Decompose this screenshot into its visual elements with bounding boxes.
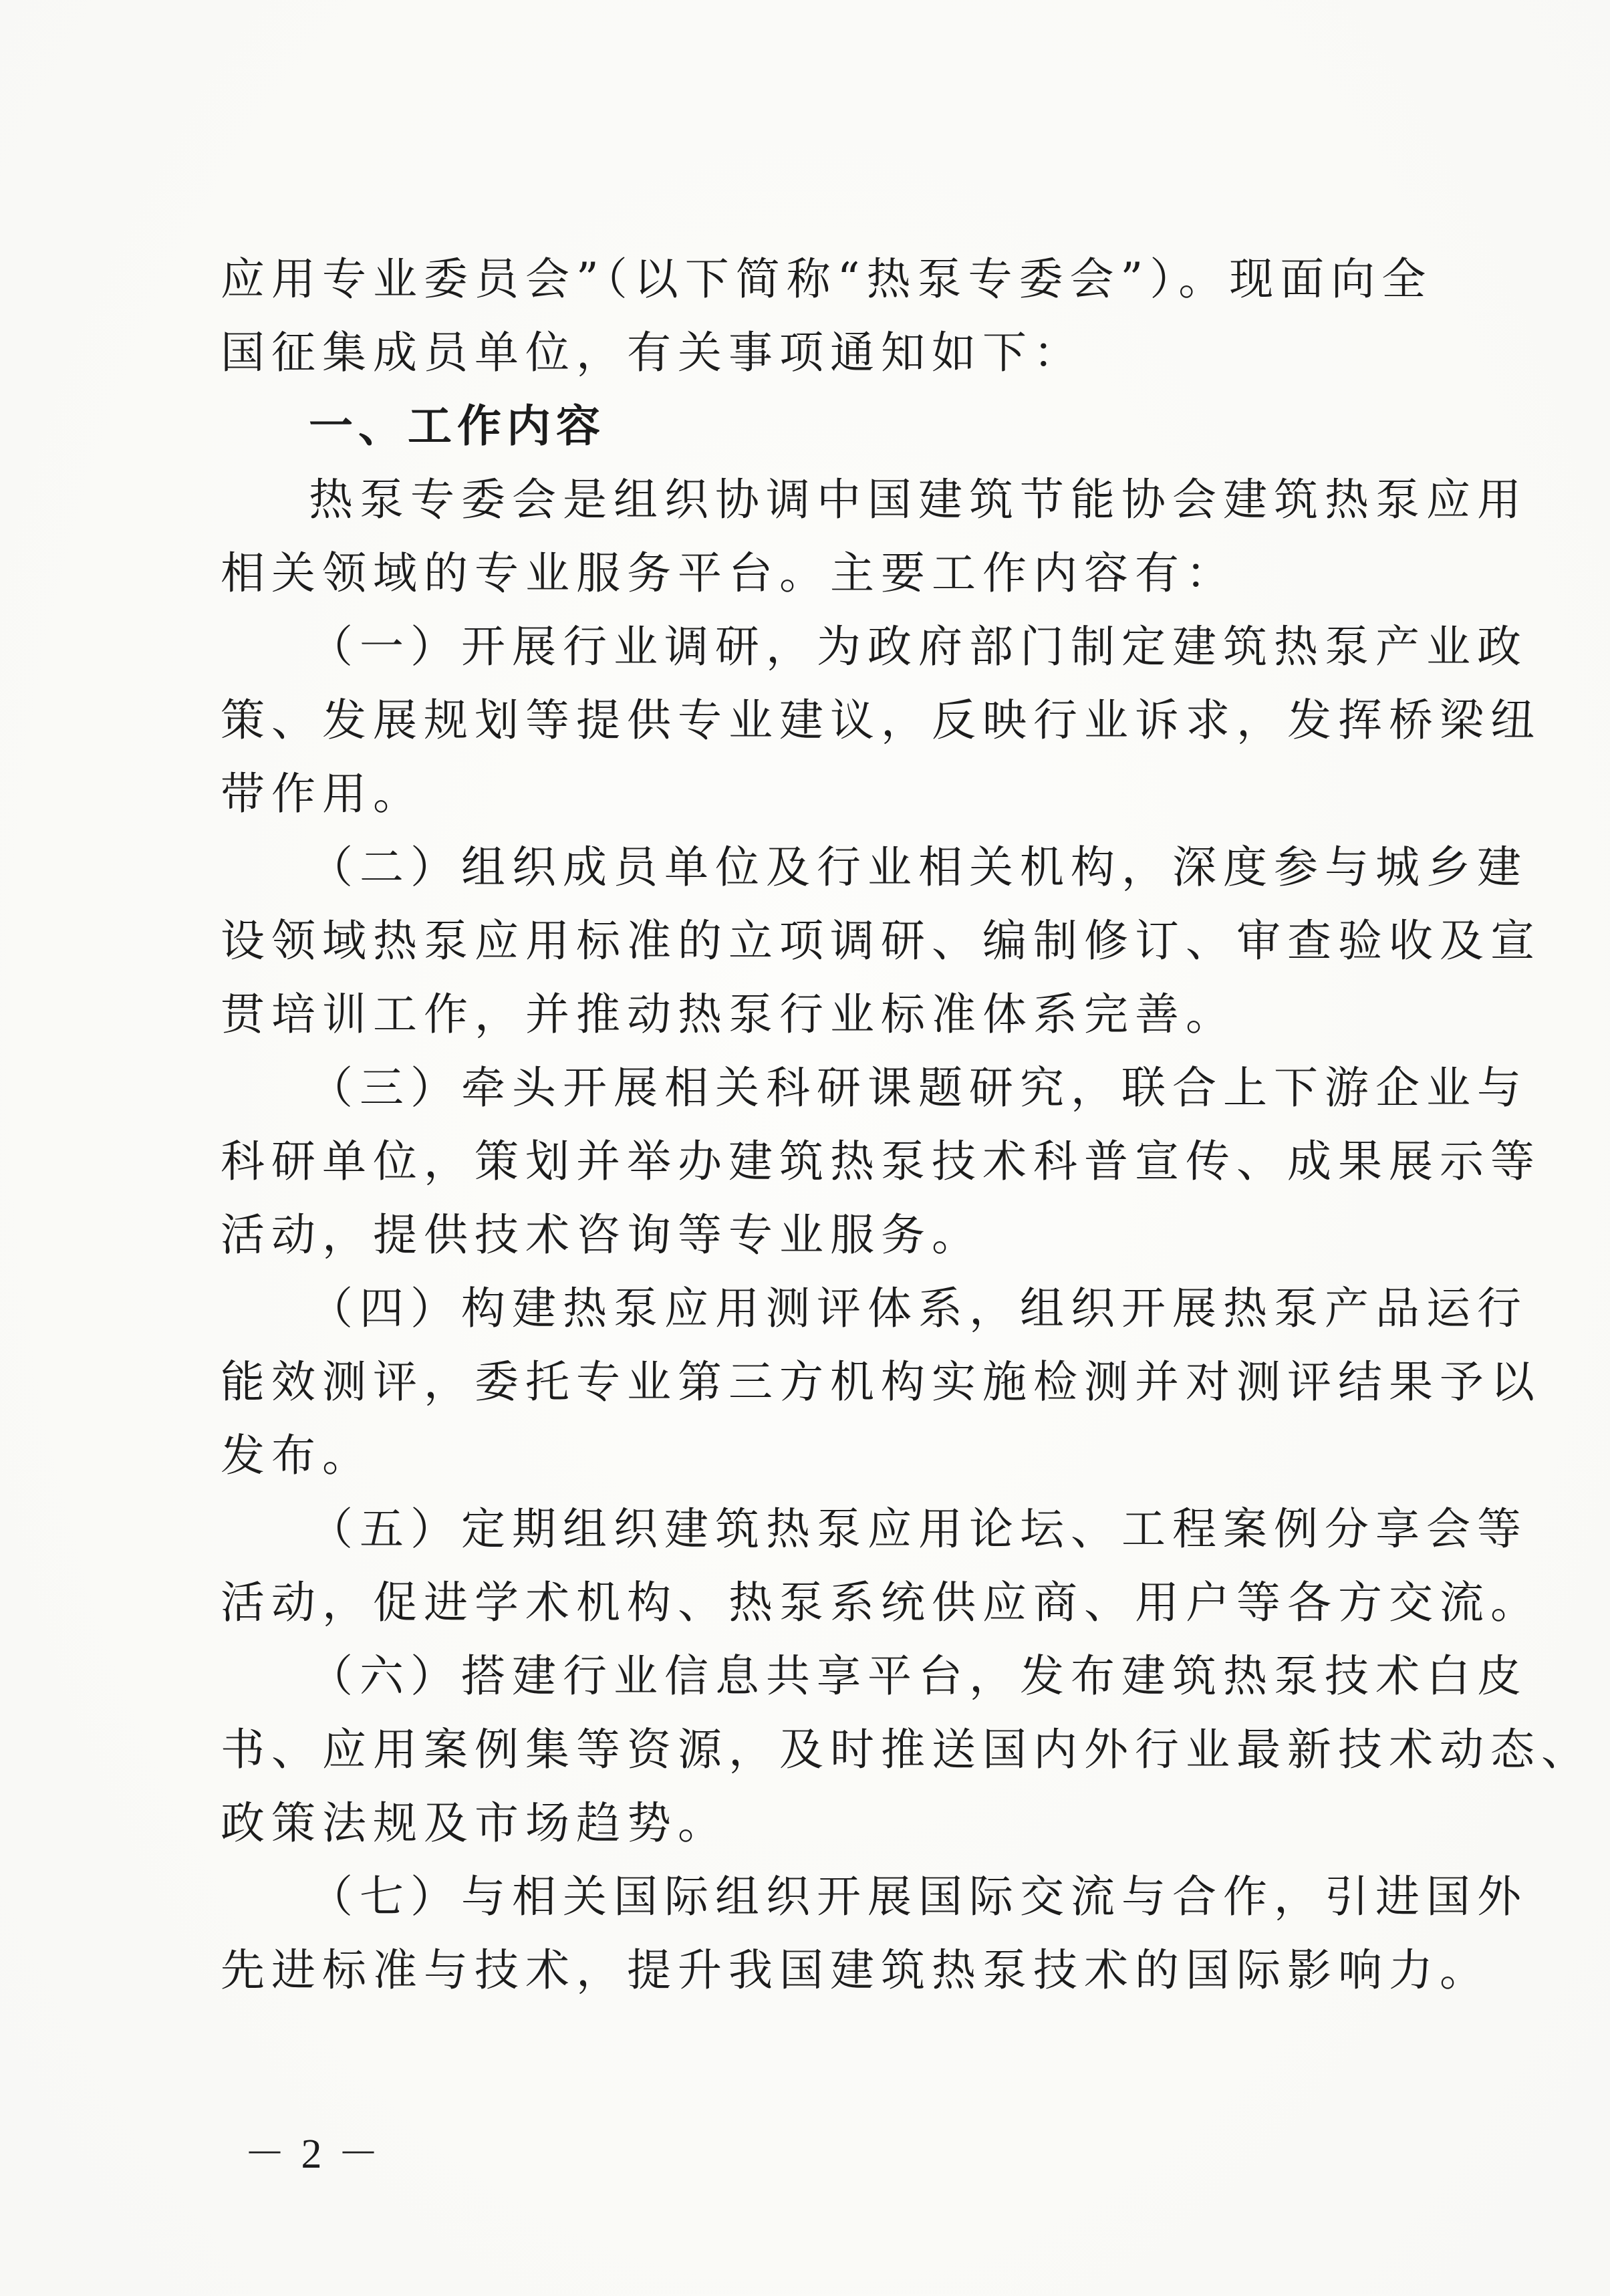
body-line: 先进标准与技术，提升我国建筑热泵技术的国际影响力。	[221, 1944, 1490, 1996]
body-line: 能效测评，委托专业第三方机构实施检测并对测评结果予以	[221, 1356, 1541, 1408]
body-line: 政策法规及市场趋势。	[221, 1797, 728, 1849]
body-line: （六）搭建行业信息共享平台，发布建筑热泵技术白皮	[309, 1650, 1528, 1702]
body-line: （五）定期组织建筑热泵应用论坛、工程案例分享会等	[309, 1503, 1528, 1555]
body-line: 活动，促进学术机构、热泵系统供应商、用户等各方交流。	[221, 1577, 1541, 1628]
body-line: 相关领域的专业服务平台。主要工作内容有：	[221, 547, 1236, 599]
body-line: 贯培训工作，并推动热泵行业标准体系完善。	[221, 989, 1236, 1040]
body-line: （一）开展行业调研，为政府部门制定建筑热泵产业政	[309, 621, 1528, 672]
body-line: 活动，提供技术咨询等专业服务。	[221, 1209, 982, 1261]
body-line: 带作用。	[221, 768, 424, 819]
body-line: 策、发展规划等提供专业建议，反映行业诉求，发挥桥梁纽	[221, 694, 1541, 746]
body-line: 热泵专委会是组织协调中国建筑节能协会建筑热泵应用	[309, 474, 1528, 525]
body-line: （二）组织成员单位及行业相关机构，深度参与城乡建	[309, 842, 1528, 893]
body-line: （四）构建热泵应用测评体系，组织开展热泵产品运行	[309, 1283, 1528, 1334]
page-number: － 2 －	[244, 2132, 382, 2177]
body-line: 国征集成员单位，有关事项通知如下：	[221, 327, 1084, 378]
body-line: （七）与相关国际组织开展国际交流与合作，引进国外	[309, 1871, 1528, 1922]
body-line: 书、应用案例集等资源，及时推送国内外行业最新技术动态、	[221, 1724, 1592, 1775]
body-line: （三）牵头开展相关科研课题研究，联合上下游企业与	[309, 1062, 1528, 1114]
body-line: 设领域热泵应用标准的立项调研、编制修订、审查验收及宣	[221, 915, 1541, 967]
body-line: 发布。	[221, 1430, 373, 1481]
body-line: 应用专业委员会”（以下简称“热泵专委会”）。现面向全	[221, 253, 1433, 305]
body-line: 科研单位，策划并举办建筑热泵技术科普宣传、成果展示等	[221, 1136, 1541, 1187]
section-heading: 一、工作内容	[309, 400, 606, 452]
